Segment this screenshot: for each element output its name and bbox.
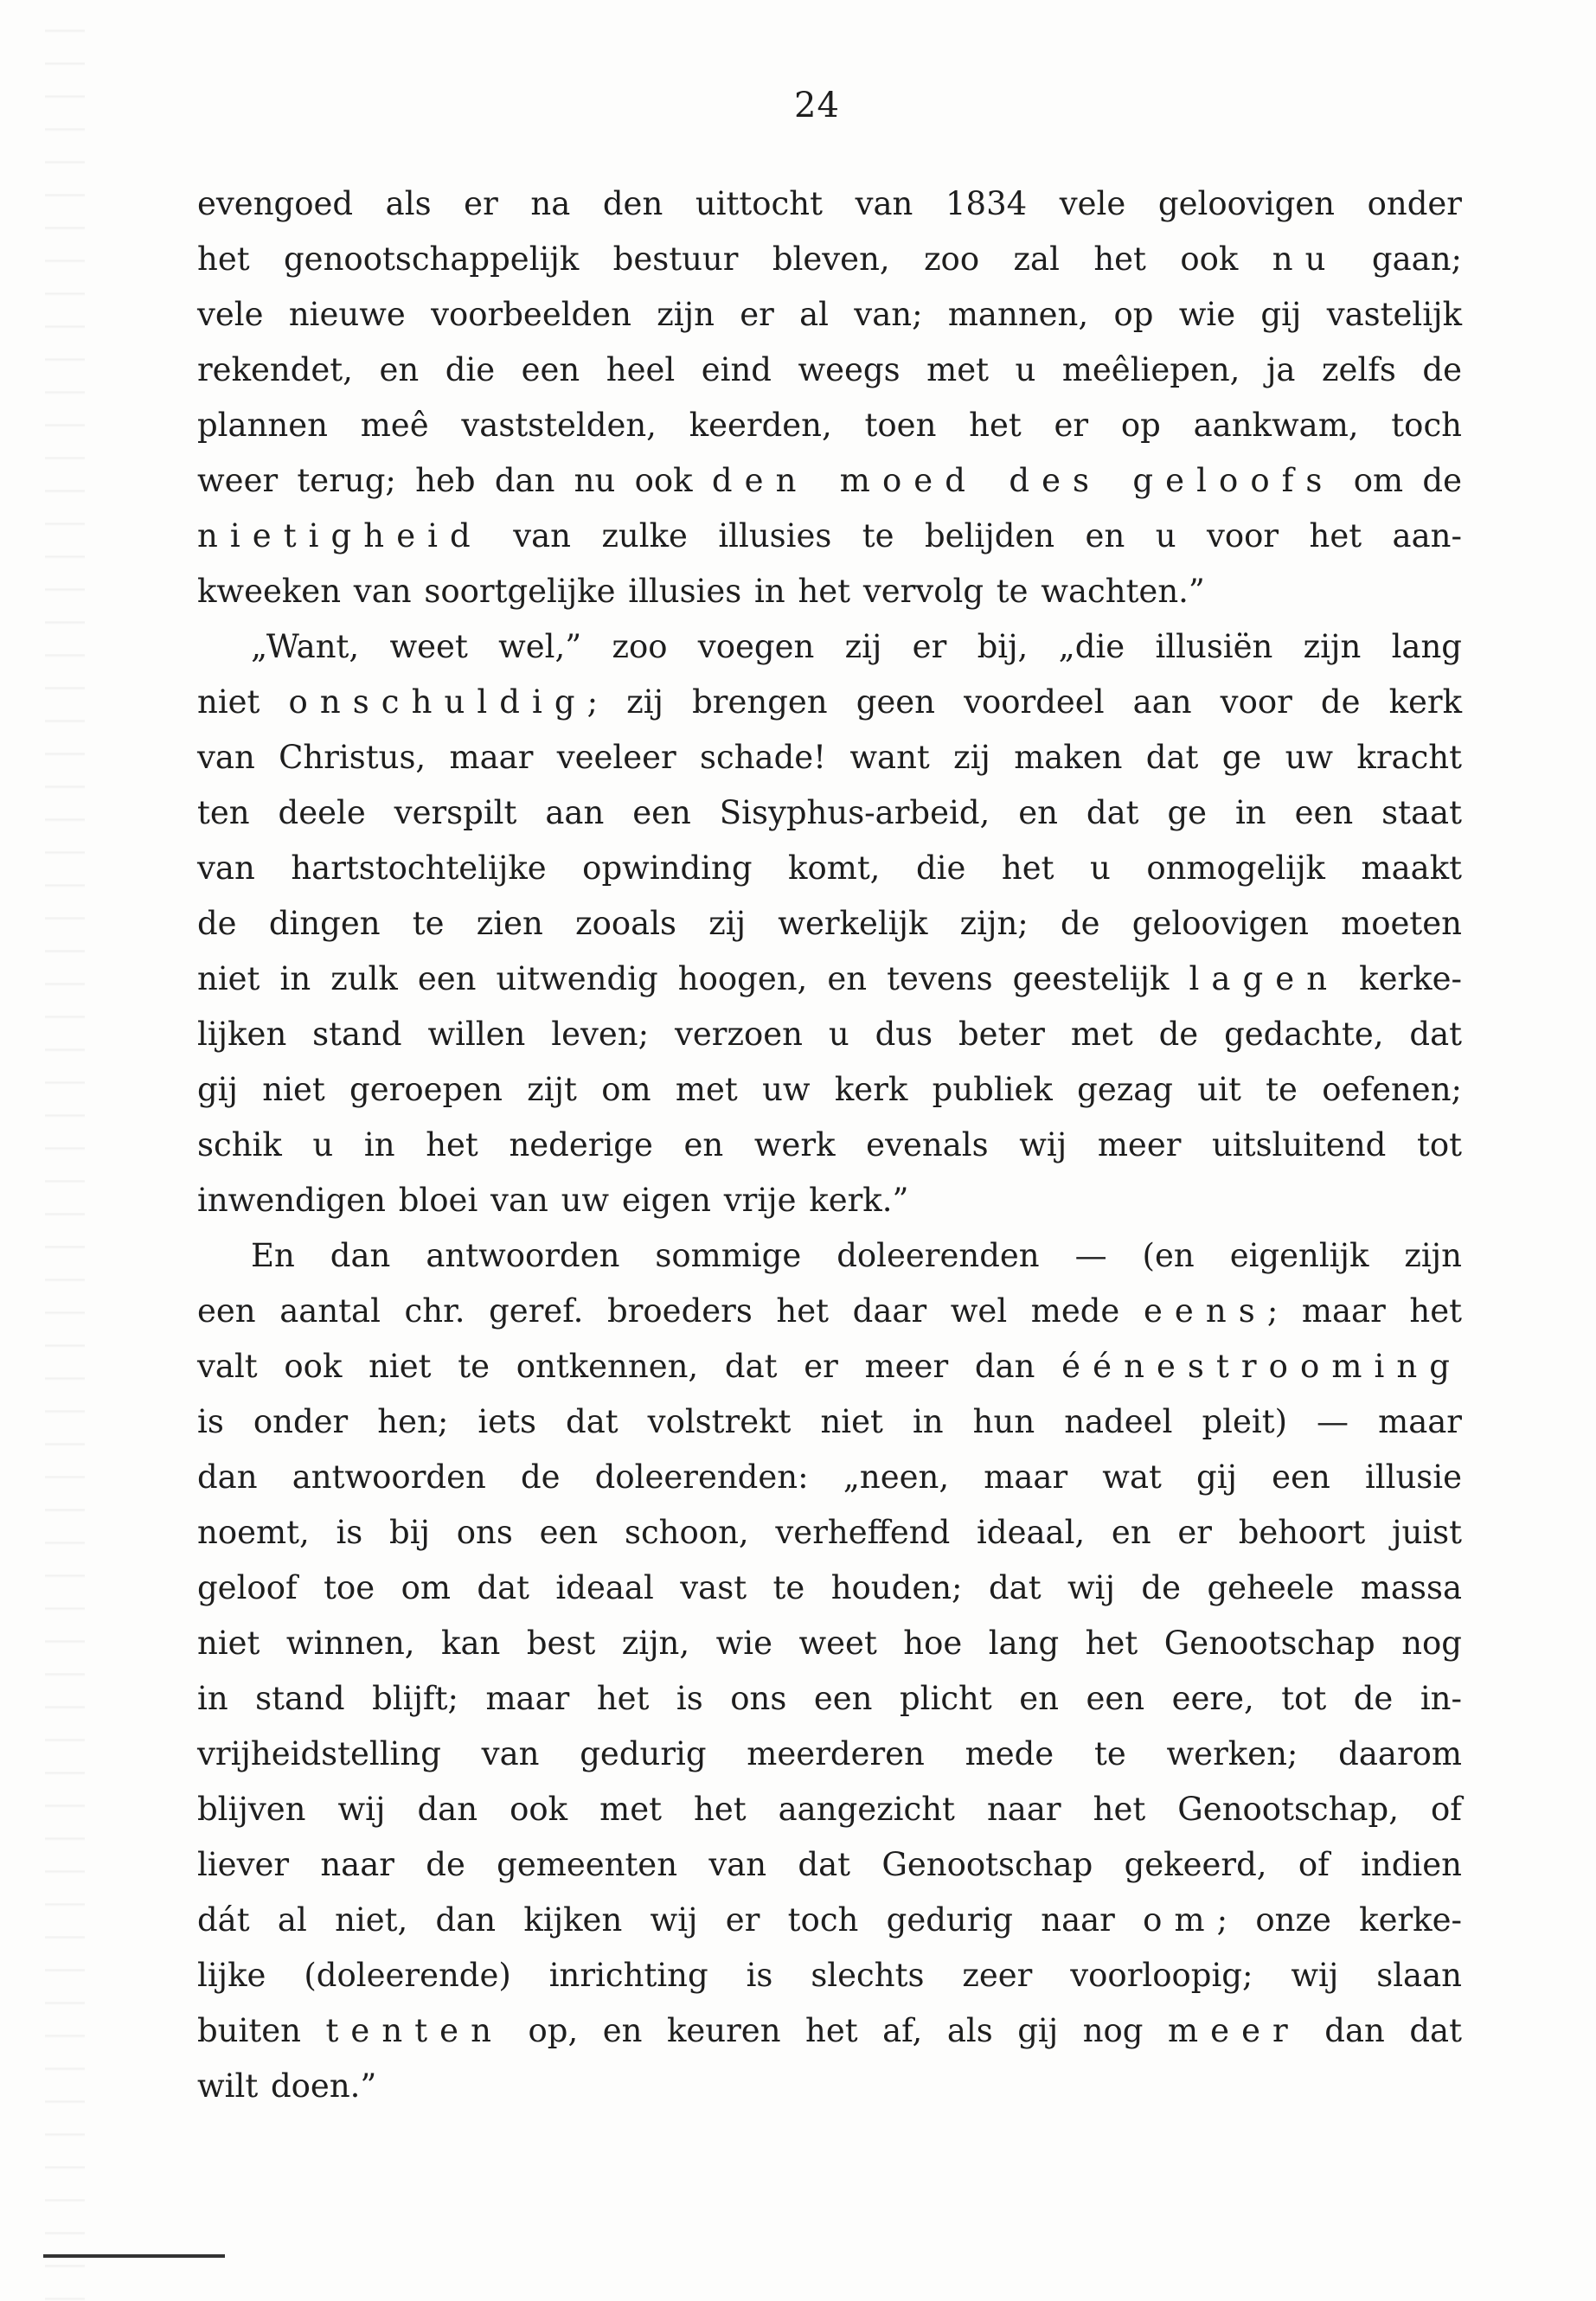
text-segment: van Christus, maar veeleer schade! want zij maken dat ge uw kracht bbox=[197, 739, 1462, 776]
text-segment: plannen meê vaststelden, keerden, toen het er op aankwam, toch bbox=[197, 407, 1462, 444]
text-line bbox=[197, 1893, 1462, 1948]
text-line bbox=[197, 1118, 1462, 1173]
spaced-emphasis: eens bbox=[1143, 1292, 1267, 1330]
text-segment: ten deele verspilt aan een Sisyphus-arbeid, en dat ge in een staat bbox=[197, 794, 1462, 831]
spaced-emphasis: tenten bbox=[325, 2012, 504, 2049]
text-segment: buiten bbox=[197, 2012, 326, 2049]
text-segment: wilt doen.” bbox=[197, 2067, 377, 2105]
text-line bbox=[197, 232, 1462, 287]
text-line bbox=[197, 1228, 1462, 1284]
text-segment: inwendigen bloei van uw eigen vrije kerk.” bbox=[197, 1182, 909, 1219]
text-segment: op, en keuren het af, als gij nog bbox=[503, 2012, 1168, 2049]
text-line bbox=[197, 1671, 1462, 1727]
text-line bbox=[197, 619, 1462, 675]
text-line bbox=[197, 1505, 1462, 1561]
text-segment: het genootschappelijk bestuur bleven, zoo zal het ook bbox=[197, 240, 1272, 278]
text-segment: En dan antwoorden sommige doleerenden — (en eigenlijk zijn bbox=[251, 1237, 1462, 1274]
text-segment: dát al niet, dan kijken wij er toch gedurig naar bbox=[197, 1901, 1144, 1939]
text-line bbox=[197, 1394, 1462, 1450]
text-segment: niet in zulk een uitwendig hoogen, en tevens geestelijk bbox=[197, 960, 1189, 997]
scan-bottom-rule bbox=[43, 2254, 225, 2258]
text-line bbox=[197, 287, 1462, 343]
text-line bbox=[197, 1837, 1462, 1893]
text-line bbox=[197, 1450, 1462, 1505]
text-line bbox=[197, 1561, 1462, 1616]
text-segment: weer terug; heb dan nu ook bbox=[197, 462, 712, 499]
text-segment: in stand blijft; maar het is ons een plicht en een eere, tot de in- bbox=[197, 1680, 1462, 1717]
text-line bbox=[197, 2003, 1462, 2059]
text-segment: gaan; bbox=[1337, 240, 1462, 278]
text-segment: dan dat bbox=[1299, 2012, 1462, 2049]
text-segment: vele nieuwe voorbeelden zijn er al van; mannen, op wie gij vastelijk bbox=[197, 296, 1462, 333]
text-line bbox=[197, 675, 1462, 730]
text-segment: kweeken van soortgelijke illusies in het vervolg te wachten.” bbox=[197, 573, 1205, 610]
text-segment: van hartstochtelijke opwinding komt, die het u onmogelijk maakt bbox=[197, 849, 1462, 887]
text-line bbox=[197, 730, 1462, 785]
text-segment: blijven wij dan ook met het aangezicht naar het Genootschap, of bbox=[197, 1791, 1462, 1828]
text-segment: „Want, weet wel,” zoo voegen zij er bij, „die illusiën zijn lang bbox=[251, 628, 1462, 665]
text-line bbox=[197, 1948, 1462, 2003]
text-line bbox=[197, 509, 1462, 564]
text-line bbox=[197, 1007, 1462, 1062]
text-line bbox=[197, 343, 1462, 398]
text-line bbox=[197, 896, 1462, 952]
text-segment: dan antwoorden de doleerenden: „neen, maar wat gij een illusie bbox=[197, 1458, 1462, 1496]
text-segment: niet bbox=[197, 683, 289, 721]
body-text bbox=[197, 176, 1462, 2114]
text-line bbox=[197, 398, 1462, 453]
text-line bbox=[197, 1616, 1462, 1671]
text-line bbox=[197, 453, 1462, 509]
spaced-emphasis: nu bbox=[1272, 240, 1338, 278]
text-segment: valt ook niet te ontkennen, dat er meer dan bbox=[197, 1348, 1062, 1385]
text-line bbox=[197, 841, 1462, 896]
spaced-emphasis: den moed des geloofs bbox=[711, 462, 1335, 499]
text-segment: schik u in het nederige en werk evenals wij meer uitsluitend tot bbox=[197, 1126, 1462, 1163]
text-line bbox=[197, 1727, 1462, 1782]
text-line bbox=[197, 785, 1462, 841]
scan-margin-artifact bbox=[45, 0, 85, 2301]
text-line bbox=[197, 2059, 1462, 2114]
spaced-emphasis: éénestrooming bbox=[1061, 1348, 1462, 1385]
text-segment: van zulke illusies te belijden en u voor het aan- bbox=[482, 517, 1462, 554]
text-segment: vrijheidstelling van gedurig meerderen mede te werken; daarom bbox=[197, 1735, 1462, 1772]
text-segment: ; onze kerke- bbox=[1216, 1901, 1462, 1939]
text-segment: is onder hen; iets dat volstrekt niet in hun nadeel pleit) — maar bbox=[197, 1403, 1462, 1440]
text-line bbox=[197, 952, 1462, 1007]
spaced-emphasis: nietigheid bbox=[197, 517, 483, 554]
text-segment: noemt, is bij ons een schoon, verheffend ideaal, en er behoort juist bbox=[197, 1514, 1462, 1551]
spaced-emphasis: onschuldig bbox=[288, 683, 587, 721]
text-line bbox=[197, 1284, 1462, 1339]
text-segment: ; maar het bbox=[1266, 1292, 1462, 1330]
spaced-emphasis: lagen bbox=[1189, 960, 1340, 997]
spaced-emphasis: om bbox=[1143, 1901, 1217, 1939]
text-segment: om de bbox=[1334, 462, 1462, 499]
text-segment: kerke- bbox=[1339, 960, 1462, 997]
text-line bbox=[197, 1339, 1462, 1394]
text-line bbox=[197, 1782, 1462, 1837]
text-segment: evengoed als er na den uittocht van 1834 vele geloovigen onder bbox=[197, 185, 1462, 222]
text-segment: de dingen te zien zooals zij werkelijk zijn; de geloovigen moeten bbox=[197, 905, 1462, 942]
text-segment: rekendet, en die een heel eind weegs met u meêliepen, ja zelfs de bbox=[197, 351, 1462, 388]
text-segment: niet winnen, kan best zijn, wie weet hoe lang het Genootschap nog bbox=[197, 1625, 1462, 1662]
text-segment: ; zij brengen geen voordeel aan voor de kerk bbox=[586, 683, 1462, 721]
text-line bbox=[197, 564, 1462, 619]
text-line bbox=[197, 1173, 1462, 1228]
text-segment: lijke (doleerende) inrichting is slechts zeer voorloopig; wij slaan bbox=[197, 1957, 1462, 1994]
text-segment: lijken stand willen leven; verzoen u dus beter met de gedachte, dat bbox=[197, 1016, 1462, 1053]
text-segment: geloof toe om dat ideaal vast te houden; dat wij de geheele massa bbox=[197, 1569, 1462, 1606]
spaced-emphasis: meer bbox=[1167, 2012, 1300, 2049]
text-segment: een aantal chr. geref. broeders het daar wel mede bbox=[197, 1292, 1144, 1330]
text-segment: gij niet geroepen zijt om met uw kerk publiek gezag uit te oefenen; bbox=[197, 1071, 1462, 1108]
text-segment: liever naar de gemeenten van dat Genootschap gekeerd, of indien bbox=[197, 1846, 1462, 1883]
text-line bbox=[197, 176, 1462, 232]
text-line bbox=[197, 1062, 1462, 1118]
page-number: 24 bbox=[794, 86, 840, 125]
